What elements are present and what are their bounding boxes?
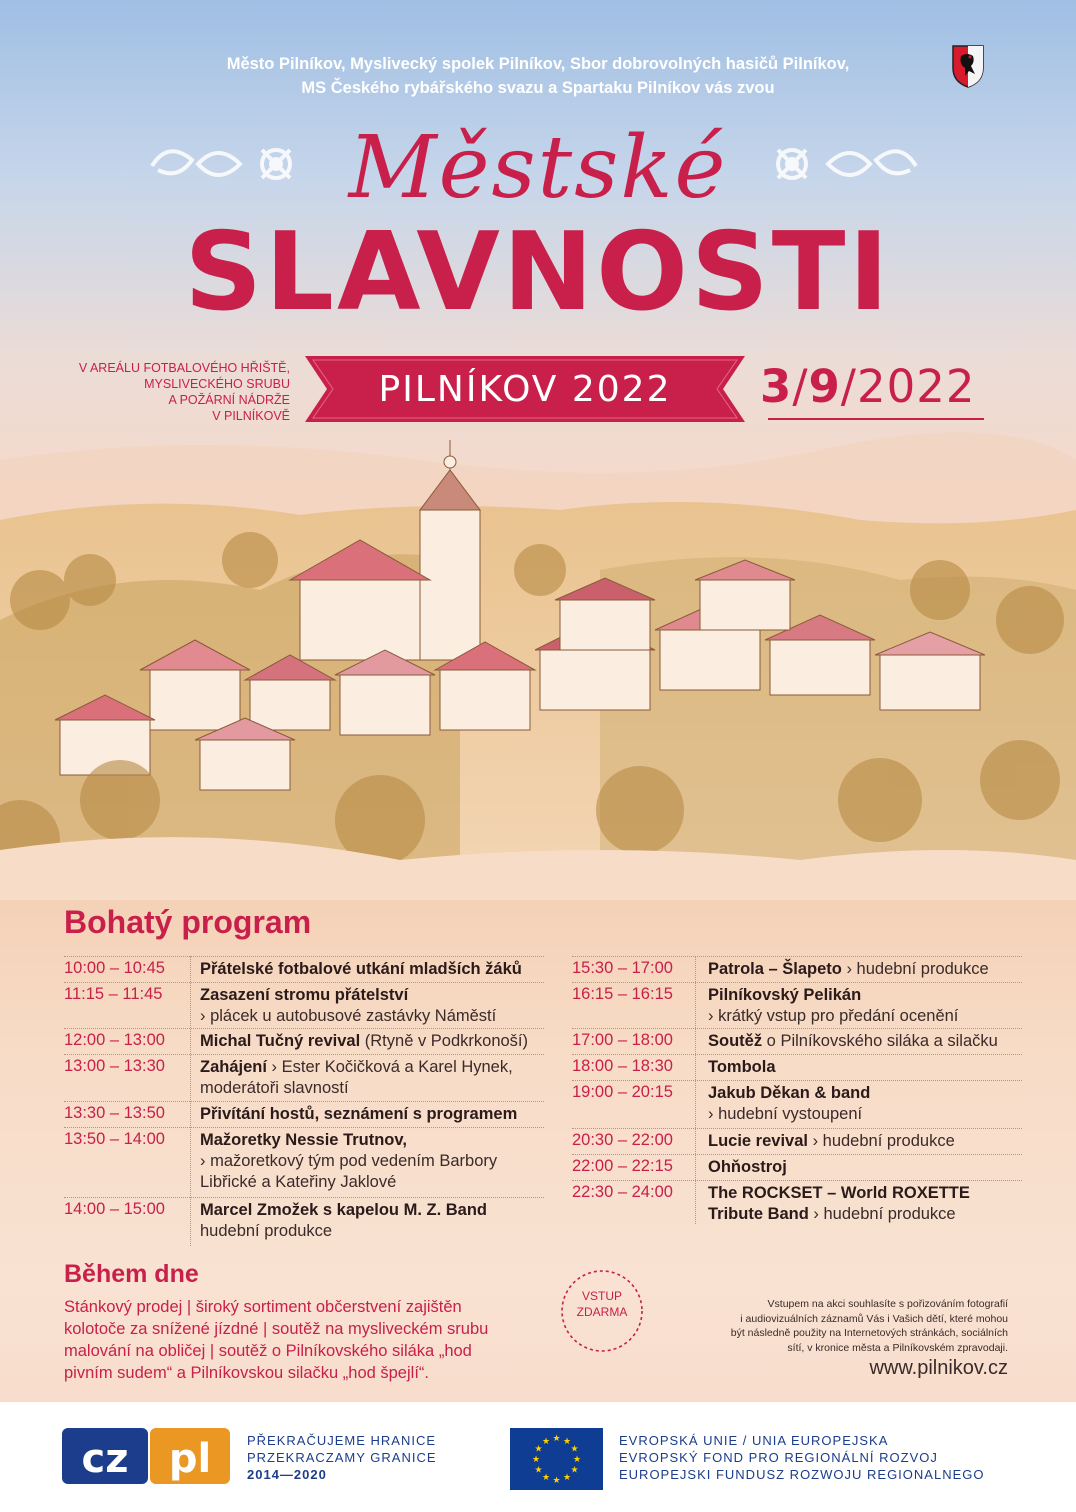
- title-main: SLAVNOSTI: [184, 210, 892, 335]
- svg-text:★: ★: [541, 1437, 551, 1447]
- svg-text:★: ★: [541, 1473, 551, 1483]
- svg-text:★: ★: [570, 1465, 579, 1476]
- during-line: malování na obličej | soutěž o Pilníkovského siláka „hod: [64, 1342, 472, 1360]
- program-event: Soutěž o Pilníkovského siláka a silačku: [708, 1032, 998, 1050]
- program-time: 11:15 – 11:45: [64, 985, 163, 1003]
- program-row: [64, 956, 544, 982]
- svg-text:★: ★: [552, 1476, 561, 1486]
- program-event: Zahájení › Ester Kočičková a Karel Hynek, moderátoři slavností: [200, 1058, 513, 1097]
- cz-pl-logo: [62, 1428, 230, 1484]
- program-time: 14:00 – 15:00: [64, 1200, 165, 1218]
- program-time: 13:30 – 13:50: [64, 1104, 165, 1122]
- during-line: pivním sudem“ a Pilníkovskou silačku „hod špejlí“.: [64, 1364, 429, 1382]
- program-event: Michal Tučný revival (Rtyně v Podkrkonoší): [200, 1032, 528, 1050]
- program-event: Přivítání hostů, seznámení s programem: [200, 1105, 518, 1123]
- program-time: 12:00 – 13:00: [64, 1031, 165, 1049]
- svg-text:★: ★: [562, 1437, 572, 1447]
- interreg-line: 2014—2020: [247, 1467, 327, 1482]
- program-event: The ROCKSET – World ROXETTE Tribute Band › hudební produkce: [708, 1184, 970, 1223]
- program-event: Marcel Zmožek s kapelou M. Z. Band hudební produkce: [200, 1201, 487, 1240]
- svg-text:★: ★: [534, 1465, 543, 1476]
- svg-text:★: ★: [570, 1444, 579, 1455]
- program-row: [64, 1197, 544, 1244]
- program-time: 13:00 – 13:30: [64, 1057, 165, 1075]
- date-month: 9: [808, 360, 841, 413]
- town-illustration: [0, 420, 1076, 900]
- stamp-line: ZDARMA: [576, 1305, 628, 1319]
- venue-text: [40, 360, 290, 424]
- svg-text:★: ★: [562, 1473, 572, 1483]
- program-event: Zasazení stromu přátelství › plácek u autobusové zastávky Náměstí: [200, 986, 497, 1025]
- program-time: 22:30 – 24:00: [572, 1183, 673, 1201]
- venue-line: V PILNÍKOVĚ: [212, 409, 290, 423]
- program-event: Patrola – Šlapeto › hudební produkce: [708, 960, 989, 978]
- interreg-text: [247, 1432, 437, 1483]
- svg-text:★: ★: [534, 1444, 543, 1455]
- venue-line: A POŽÁRNÍ NÁDRŽE: [168, 393, 290, 407]
- invitation-text: [0, 52, 1076, 100]
- program-row: [572, 1128, 1022, 1154]
- coat-of-arms-icon: [951, 44, 985, 88]
- invitation-line-2: MS Českého rybářského svazu a Spartaku Pilníkov vás zvou: [301, 79, 775, 97]
- interreg-line: PRZEKRACZAMY GRANICE: [247, 1450, 437, 1465]
- program-row: [572, 982, 1022, 1028]
- program-row: [572, 956, 1022, 982]
- program-row: [64, 1101, 544, 1127]
- during-line: Stánkový prodej | široký sortiment občerstvení zajištěn: [64, 1298, 462, 1316]
- date-year: 2022: [856, 360, 976, 413]
- venue-line: MYSLIVECKÉHO SRUBU: [144, 377, 290, 391]
- program-time: 10:00 – 10:45: [64, 959, 165, 977]
- eu-flag-icon: [510, 1428, 603, 1490]
- eu-text: [619, 1432, 984, 1483]
- program-row: [64, 1028, 544, 1054]
- eu-line: EVROPSKÝ FOND PRO REGIONÁLNÍ ROZVOJ: [619, 1450, 938, 1465]
- during-text: [64, 1296, 544, 1384]
- interreg-line: PŘEKRAČUJEME HRANICE: [247, 1433, 437, 1448]
- website-link[interactable]: www.pilnikov.cz: [869, 1357, 1008, 1379]
- program-heading: Bohatý program: [64, 904, 312, 940]
- program-right-column: [572, 956, 1022, 1227]
- consent-line: Vstupem na akci souhlasíte s pořizováním fotografií: [767, 1298, 1008, 1310]
- program-event: Jakub Děkan & band › hudební vystoupení: [708, 1084, 871, 1123]
- program-row: [572, 1028, 1022, 1054]
- program-event: Ohňostroj: [708, 1158, 787, 1176]
- svg-text:★: ★: [572, 1455, 582, 1465]
- cz-logo-text: cz: [81, 1436, 129, 1482]
- program-time: 18:00 – 18:30: [572, 1057, 673, 1075]
- program-time: 22:00 – 22:15: [572, 1157, 673, 1175]
- program-event: Lucie revival › hudební produkce: [708, 1132, 955, 1150]
- stamp-line: VSTUP: [581, 1289, 622, 1303]
- program-event: Pilníkovský Pelikán › krátký vstup pro předání ocenění: [708, 986, 959, 1025]
- program-time: 15:30 – 17:00: [572, 959, 673, 977]
- pl-logo-text: pl: [168, 1436, 212, 1482]
- svg-text:★: ★: [531, 1455, 541, 1465]
- program-time: 16:15 – 16:15: [572, 985, 673, 1003]
- event-date: 3/9/2022: [760, 360, 976, 413]
- eu-line: EVROPSKÁ UNIE / UNIA EUROPEJSKA: [619, 1433, 889, 1448]
- program-left-column: [64, 956, 544, 1244]
- during-line: kolotoče za snížené jízdné | soutěž na mysliveckém srubu: [64, 1320, 489, 1338]
- title-script: Městské: [348, 118, 728, 218]
- venue-line: V AREÁLU FOTBALOVÉHO HŘIŠTĚ,: [78, 361, 290, 375]
- svg-text:★: ★: [552, 1434, 561, 1444]
- consent-line: sítí, v kronice města a Pilníkovském zpravodaji.: [787, 1341, 1008, 1354]
- program-time: 17:00 – 18:00: [572, 1031, 673, 1049]
- free-entry-text: [557, 1288, 647, 1320]
- program-row: [572, 1180, 1022, 1227]
- program-event: Mažoretky Nessie Trutnov, › mažoretkový tým pod vedením Barbory Libřické a Kateřiny Jaklové: [200, 1131, 498, 1191]
- invitation-line-1: Město Pilníkov, Myslivecký spolek Pilníkov, Sbor dobrovolných hasičů Pilníkov,: [226, 55, 850, 73]
- program-event: Přátelské fotbalové utkání mladších žáků: [200, 960, 522, 978]
- consent-line: být následně použity na Internetových stránkách, sociálních: [730, 1327, 1008, 1339]
- during-heading: Během dne: [64, 1260, 199, 1288]
- program-time: 19:00 – 20:15: [572, 1083, 673, 1101]
- program-row: [64, 982, 544, 1028]
- program-row: [64, 1054, 544, 1101]
- date-day: 3: [760, 360, 793, 413]
- program-row: [572, 1154, 1022, 1180]
- program-event: Tombola: [708, 1058, 776, 1076]
- program-row: [572, 1054, 1022, 1080]
- program-row: [572, 1080, 1022, 1128]
- ribbon-text: PILNÍKOV 2022: [378, 369, 672, 410]
- eu-line: EUROPEJSKI FUNDUSZ ROZWOJU REGIONALNEGO: [619, 1467, 985, 1482]
- consent-notice: [650, 1297, 1008, 1355]
- program-row: [64, 1127, 544, 1197]
- program-time: 20:30 – 22:00: [572, 1131, 673, 1149]
- consent-line: i audiovizuálních záznamů Vás i Vašich dětí, které mohou: [740, 1312, 1008, 1325]
- program-time: 13:50 – 14:00: [64, 1130, 165, 1148]
